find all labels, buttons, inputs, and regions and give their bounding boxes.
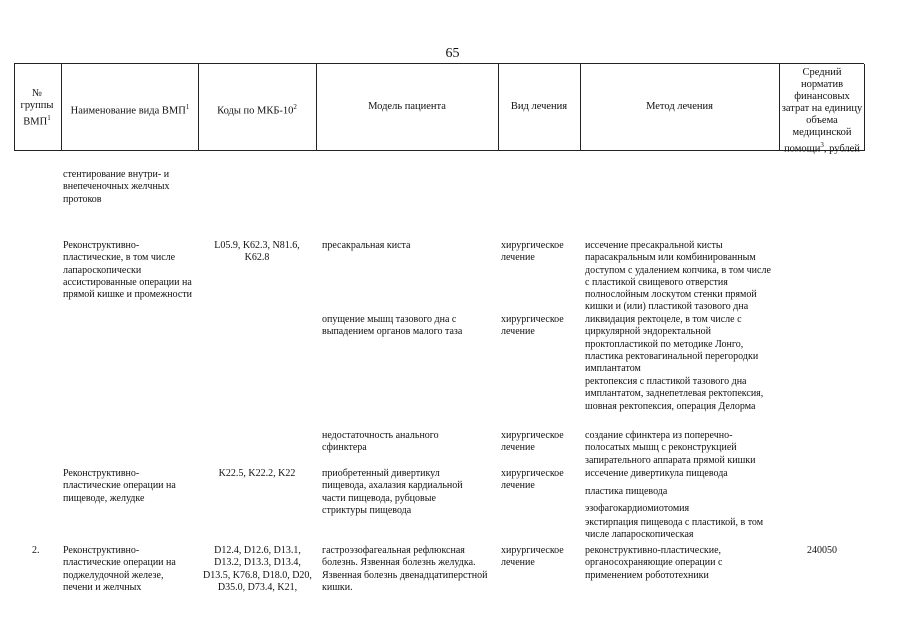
row3-icd-codes: D12.4, D12.6, D13.1, D13.2, D13.3, D13.4, D13.5, K76.8, D18.0, D20, D35.0, D73.4, K21, [203,545,312,593]
row1-treatment-a: хирургическое лечение [501,240,564,264]
row1-method-a: иссечение пресакральной кисты парасакральным или комбинированным доступом с удалением копчика, в том числе с пластикой свищевого отверстия полнослойным лоскутом стенки прямой кишки и (или) пластикой тазового дна [585,240,771,313]
row1-icd-codes: L05.9, K62.3, N81.6, K62.8 [214,240,300,264]
col-border [779,64,780,151]
col-border [316,64,317,151]
row2-method-4: экстирпация пищевода с пластикой, в том числе лапароскопическая [585,517,764,541]
row2-treatment: хирургическое лечение [501,468,564,492]
row1-method-b1: ликвидация ректоцеле, в том числе с циркулярной эндоректальной проктопластикой по методике Лонго, пластика ректовагинальной перегородки имплантатом [585,314,759,375]
header-patient-model: Модель пациента [368,101,446,112]
row2-vmp-name: Реконструктивно-пластические операции на пищеводе, желудке [63,468,176,504]
table-header-bottom-border [14,150,864,151]
row3-group-number: 2. [32,545,40,556]
page-number: 65 [445,46,460,61]
table-top-border [14,63,864,64]
header-treatment-type: Вид лечения [510,101,568,112]
col-border [498,64,499,151]
row1-model-b: опущение мышц тазового дна с выпадением органов малого таза [322,314,463,338]
cont-vmp-name: стентирование внутри- и внепеченочных желчных протоков [63,169,170,205]
row3-treatment: хирургическое лечение [501,545,564,569]
row2-icd-codes: K22.5, K22.2, K22 [218,468,296,479]
row2-method-1: иссечение дивертикула пищевода [585,468,728,479]
row1-method-b2: ректопексия с пластикой тазового дна имплантатом, заднепетлевая ректопексия, шовная ректопексия, операция Делорма [585,376,764,412]
row1-model-a: пресакральная киста [322,240,411,251]
header-icd-codes: Коды по МКБ-$10^2$ [217,103,297,117]
header-cost: Средний норматив финансовых затрат на единицу объема медицинской помощи$^3$, рублей [781,67,863,155]
row2-model: приобретенный дивертикул пищевода, ахалазия кардиальной части пищевода, рубцовые стриктуры пищевода [322,468,463,516]
row1-treatment-c: хирургическое лечение [501,430,564,454]
row3-method: реконструктивно-пластические, органосохраняющие операции с применением робототехники [585,545,723,581]
col-border [14,64,15,151]
header-vmp-name: Наименование вида ВМП$^1$ [70,103,190,117]
row1-model-c: недостаточность анального сфинктера [322,430,439,454]
row1-treatment-b: хирургическое лечение [501,314,564,338]
header-group-number: № группы ВМП$^1$ [20,88,54,128]
col-border [61,64,62,151]
header-treatment-method: Метод лечения [646,101,713,112]
row2-method-3: эзофагокардиомиотомия [585,503,690,514]
row3-vmp-name: Реконструктивно-пластические операции на поджелудочной железе, печени и желчных [63,545,176,593]
row1-method-c: создание сфинктера из поперечно-полосатых мышц с реконструкцией запирательного аппарата прямой кишки [585,430,756,466]
col-border [864,64,865,151]
row1-vmp-name: Реконструктивно-пластические, в том числе лапароскопически ассистированные операции на прямой кишке и промежности [63,240,193,301]
row3-model: гастроэзофагеальная рефлюксная болезнь. Язвенная болезнь желудка. Язвенная болезнь двенадцатиперстной кишки. [322,545,488,593]
row2-method-2: пластика пищевода [585,486,668,497]
row3-cost: 240050 [807,545,837,556]
col-border [580,64,581,151]
col-border [198,64,199,151]
